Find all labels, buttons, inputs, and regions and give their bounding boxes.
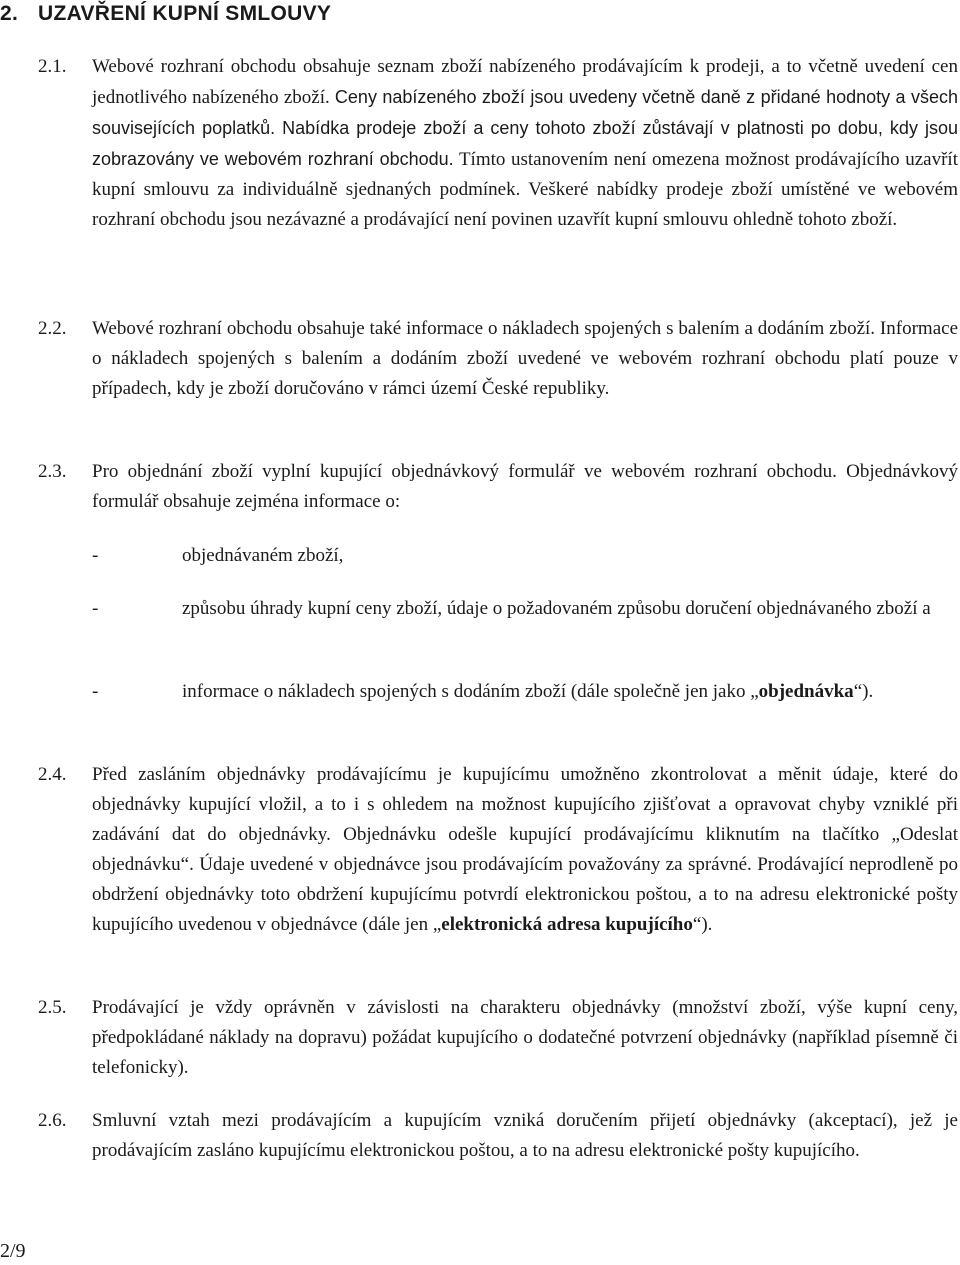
paragraph-2-3 [38, 457, 958, 517]
list-item-text-part: “). [853, 681, 874, 702]
paragraph-text: Webové rozhraní obchodu obsahuje také informace o nákladech spojených s balením a dodáním zboží. Informace o nákladech spojených s balením a dodáním zboží uvedené ve webovém rozhraní obchodu platí pouze v případech, kdy je zboží doručováno v rámci území České republiky. [92, 318, 958, 399]
list-item [92, 594, 958, 624]
list-dash: - [92, 545, 99, 566]
list-item-text-part: informace o nákladech spojených s dodáním zboží (dále společně jen jako „ [182, 681, 759, 702]
paragraph-number: 2.5. [38, 997, 67, 1018]
section-heading [0, 0, 331, 28]
list-item [92, 677, 958, 707]
paragraph-number: 2.6. [38, 1110, 67, 1131]
paragraph-number: 2.1. [38, 56, 67, 77]
paragraph-text-part: Tímto ustanovením není omezena možnost prodávajícího uzavřít kupní smlouvu za individuálně sjednaných podmínek. Veškeré nabídky prodeje zboží umístěné ve webovém rozhraní obchodu jsou nezávazné a prodávající není povinen uzavřít kupní smlouvu ohledně tohoto zboží. [92, 149, 958, 230]
list-dash: - [92, 598, 99, 619]
paragraph-text: Prodávající je vždy oprávněn v závislosti na charakteru objednávky (množství zboží, výše kupní ceny, předpokládané náklady na dopravu) požádat kupujícího o dodatečné potvrzení objednávky (například písemně či telefonicky). [92, 997, 958, 1078]
paragraph-2-6 [38, 1106, 958, 1166]
list-item-text: způsobu úhrady kupní ceny zboží, údaje o požadovaném způsobu doručení objednávaného zboží a [182, 598, 931, 619]
paragraph-number: 2.4. [38, 764, 67, 785]
defined-term: elektronická adresa kupujícího [441, 914, 693, 935]
paragraph-text: Smluvní vztah mezi prodávajícím a kupujícím vzniká doručením přijetí objednávky (akceptací), jež je prodávajícím zasláno kupujícímu elektronickou poštou, a to na adresu elektronické pošty kupujícího. [92, 1110, 958, 1161]
paragraph-2-1 [38, 52, 958, 235]
paragraph-2-5 [38, 993, 958, 1083]
paragraph-text-sans-part: Ceny nabízeného zboží jsou uvedeny včetně daně z přidané hodnoty a všech souvisejících poplatků. Nabídka prodeje zboží a ceny tohoto zboží zůstávají v platnosti po dobu, kdy jsou zobrazovány ve webovém rozhraní obchodu. [92, 87, 958, 169]
list-item [92, 541, 958, 571]
list-item-text [182, 677, 958, 707]
heading-number: 2. [0, 2, 19, 25]
paragraph-text: Pro objednání zboží vyplní kupující objednávkový formulář ve webovém rozhraní obchodu. Objednávkový formulář obsahuje zejména informace o: [92, 461, 958, 512]
defined-term: objednávka [758, 681, 854, 702]
paragraph-2-4 [38, 760, 958, 940]
paragraph-text-part: “). [692, 914, 713, 935]
paragraph-number: 2.2. [38, 318, 67, 339]
paragraph-text-part: Webové rozhraní obchodu obsahuje seznam zboží nabízeného prodávajícím k prodeji, a to včetně uvedení cen jednotlivého nabízeného zboží. [92, 56, 958, 108]
page-number: 2/9 [0, 1240, 26, 1262]
paragraph-number: 2.3. [38, 461, 67, 482]
list-dash: - [92, 681, 99, 702]
list-item-text: objednávaném zboží, [182, 545, 344, 566]
paragraph-2-2 [38, 314, 958, 404]
heading-title: UZAVŘENÍ KUPNÍ SMLOUVY [38, 2, 332, 25]
paragraph-text-part: Před zasláním objednávky prodávajícímu je kupujícímu umožněno zkontrolovat a měnit údaje, které do objednávky kupující vložil, a to i s ohledem na možnost kupujícího zjišťovat a opravovat chyby vzniklé při zadávání dat do objednávky. Objednávku odešle kupující prodávajícímu kliknutím na tlačítko „Odeslat objednávku“. Údaje uvedené v objednávce jsou prodávajícím považovány za správné. Prodávající neprodleně po obdržení objednávky toto obdržení kupujícímu potvrdí elektronickou poštou, a to na adresu elektronické pošty kupujícího uvedenou v objednávce (dále jen „ [92, 764, 958, 935]
